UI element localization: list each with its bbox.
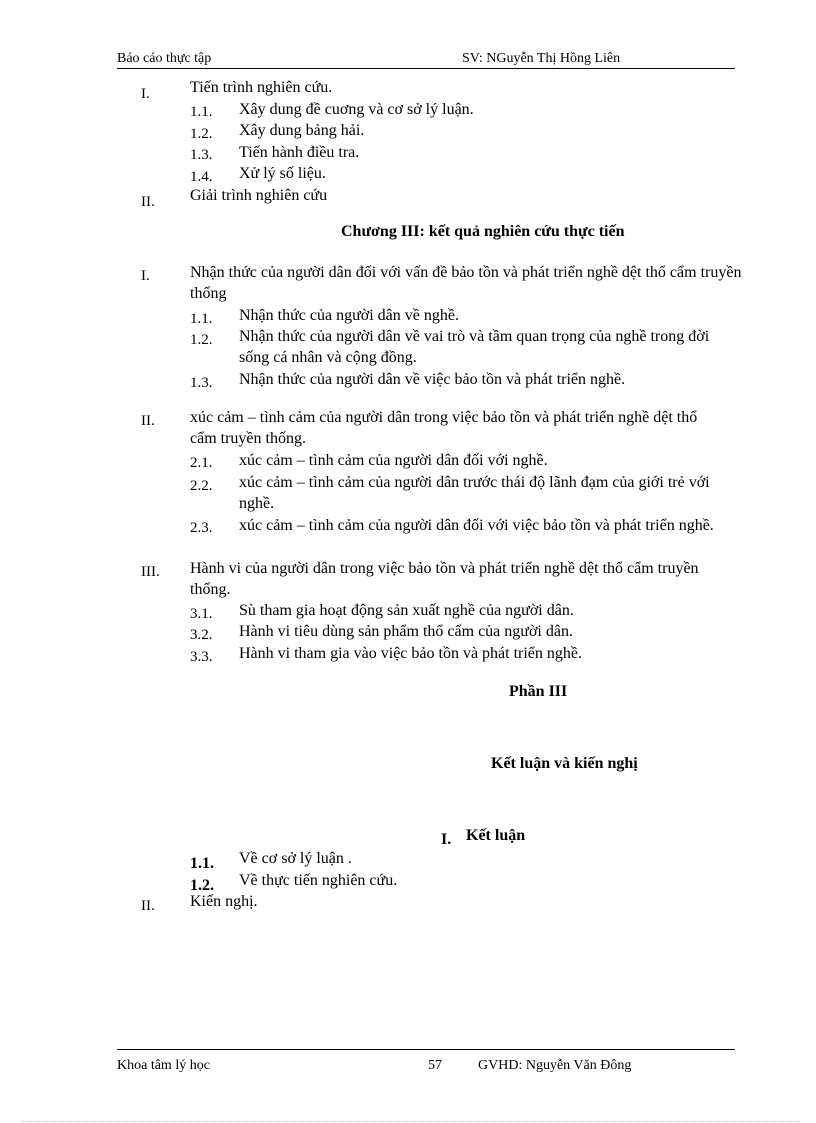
item-number: 1.1.	[190, 855, 214, 872]
item-text: xúc cảm – tình cảm của người dân trước thái độ lãnh đạm của giới trẻ với nghề.	[239, 474, 710, 512]
section-title: Nhận thức của người dân đối với vấn đề bảo tồn và phát triển nghề dệt thổ cẩm truyền thống	[190, 264, 742, 302]
item-text: Nhận thức của người dân về nghề.	[239, 307, 459, 324]
item-text: Nhận thức của người dân về vai trò và tầm quan trọng của nghề trong đời sống cá nhân và cộng đồng.	[239, 328, 710, 366]
chapter-heading: Chương III: kết quả nghiên cứu thực tiến	[341, 223, 625, 240]
item-text: Hành vi tham gia vào việc bảo tồn và phát triển nghề.	[239, 645, 583, 662]
item-number: 1.1.	[190, 311, 213, 327]
header-right: SV: NGuyễn Thị Hồng Liên	[462, 51, 621, 66]
section-number: I.	[441, 831, 452, 848]
item-number: 1.4.	[190, 169, 213, 185]
item-text: Xử lý số liệu.	[239, 165, 326, 182]
item-number: 1.2.	[190, 332, 213, 348]
page-number: 57	[428, 1058, 442, 1073]
item-text: Hành vi tiêu dùng sản phẩm thổ cẩm của người dân.	[239, 623, 573, 640]
item-text: Xây dung bảng hải.	[239, 122, 365, 139]
item-number: 1.1.	[190, 104, 213, 120]
footer-left: Khoa tâm lý học	[117, 1058, 210, 1073]
section-number: II.	[141, 194, 155, 210]
section-title: Tiến trình nghiên cứu.	[190, 79, 333, 96]
part-subheading: Kết luận và kiến nghị	[491, 755, 638, 772]
section-title: xúc cảm – tình cảm của người dân trong việc bảo tồn và phát triển nghề dệt thổ cẩm truyền thống.	[190, 409, 698, 447]
header-left: Báo cáo thực tập	[117, 51, 212, 66]
section-number: III.	[141, 564, 160, 580]
item-number: 1.2.	[190, 877, 214, 894]
item-number: 2.2.	[190, 478, 213, 494]
footer-right: GVHD: Nguyễn Văn Đông	[478, 1058, 632, 1073]
item-text: xúc cảm – tình cảm của người dân đối với việc bảo tồn và phát triển nghề.	[239, 517, 714, 534]
item-text: Về cơ sở lý luận .	[239, 850, 352, 867]
header-divider	[117, 68, 735, 69]
item-number: 3.2.	[190, 627, 213, 643]
item-text: Nhận thức của người dân về việc bảo tồn và phát triển nghề.	[239, 371, 626, 388]
section-title: Kết luận	[466, 827, 526, 844]
item-number: 1.3.	[190, 147, 213, 163]
section-number: II.	[141, 413, 155, 429]
page-bottom-border	[22, 1121, 800, 1122]
section-title: Kiến nghị.	[190, 893, 258, 910]
item-text: Về thực tiến nghiên cứu.	[239, 872, 398, 889]
item-text: Sù tham gia hoạt động sản xuất nghề của người dân.	[239, 602, 574, 619]
section-number: II.	[141, 898, 155, 914]
item-text: Tiến hành điều tra.	[239, 144, 360, 161]
item-text: xúc cảm – tình cảm của người dân đối với nghề.	[239, 452, 548, 469]
item-number: 2.1.	[190, 455, 213, 471]
section-number: I.	[141, 268, 150, 284]
item-number: 1.2.	[190, 126, 213, 142]
footer-divider	[117, 1049, 735, 1050]
part-heading: Phần III	[509, 683, 568, 700]
section-number: I.	[141, 86, 150, 102]
item-text: Xây dung đề cuơng và cơ sở lý luận.	[239, 101, 474, 118]
section-title: Hành vi của người dân trong việc bảo tồn và phát triển nghề dệt thổ cẩm truyền thống.	[190, 560, 699, 598]
section-title: Giải trình nghiên cứu	[190, 187, 328, 204]
item-number: 3.1.	[190, 606, 213, 622]
item-number: 2.3.	[190, 520, 213, 536]
item-number: 3.3.	[190, 649, 213, 665]
item-number: 1.3.	[190, 375, 213, 391]
